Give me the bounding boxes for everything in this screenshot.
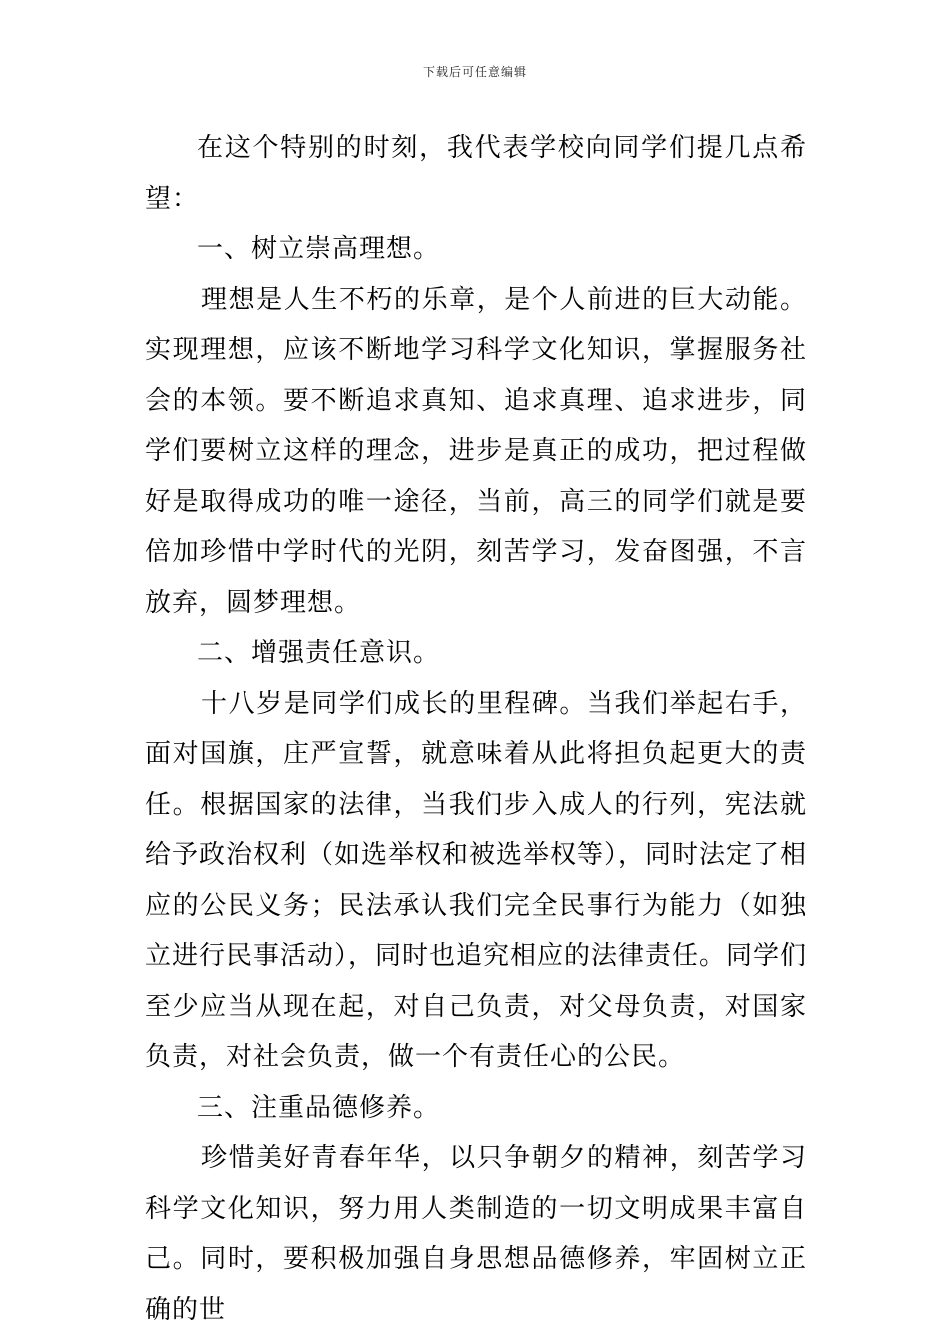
intro-paragraph: 在这个特别的时刻，我代表学校向同学们提几点希望： (145, 133, 807, 214)
section-heading-3: 三、注重品德修养。 (197, 1092, 441, 1123)
document-body (145, 123, 807, 1335)
section-paragraph-1: 理想是人生不朽的乐章，是个人前进的巨大动能。实现理想，应该不断地学习科学文化知识，掌握服务社会的本领。要不断追求真知、追求真理、追求进步，同学们要树立这样的理念，进步是真正的成功，把过程做好是取得成功的唯一途径，当前，高三的同学们就是要倍加珍惜中学时代的光阴，刻苦学习，发奋图强，不言放弃，圆梦理想。 (145, 284, 807, 618)
section-heading-2: 二、增强责任意识。 (197, 638, 441, 668)
page-header-note: 下载后可任意编辑 (422, 65, 527, 79)
section-paragraph-3: 珍惜美好青春年华，以只争朝夕的精神，刻苦学习科学文化知识，努力用人类制造的一切文明成果丰富自己。同时，要积极加强自身思想品德修养，牢固树立正确的世 (145, 1143, 807, 1325)
section-paragraph-2: 十八岁是同学们成长的里程碑。当我们举起右手，面对国旗，庄严宣誓，就意味着从此将担负起更大的责任。根据国家的法律，当我们步入成人的行列，宪法就给予政治权利（如选举权和被选举权等），同时法定了相应的公民义务；民法承认我们完全民事行为能力（如独立进行民事活动），同时也追究相应的法律责任。同学们至少应当从现在起，对自己负责，对父母负责，对国家负责，对社会负责，做一个有责任心的公民。 (145, 688, 808, 1072)
section-heading-1: 一、树立崇高理想。 (197, 234, 441, 264)
